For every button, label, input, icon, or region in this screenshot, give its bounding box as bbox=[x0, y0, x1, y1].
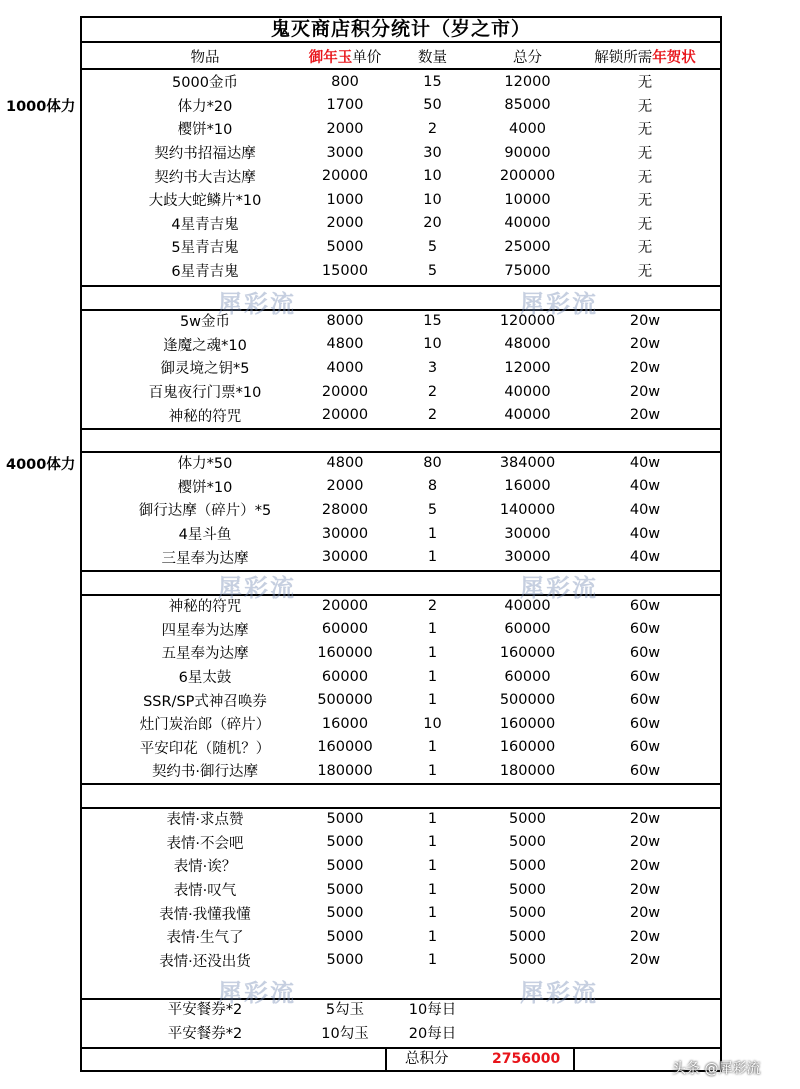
item-unlock: 无 bbox=[637, 75, 653, 92]
item-name: 平安餐券*2 bbox=[167, 1002, 243, 1019]
item-name: 表情·还没出货 bbox=[159, 953, 251, 970]
item-qty: 3 bbox=[427, 359, 438, 376]
item-price: 10勾玉 bbox=[321, 1025, 369, 1042]
item-qty: 2 bbox=[427, 120, 438, 137]
item-price: 4800 bbox=[326, 336, 364, 353]
item-qty: 1 bbox=[427, 881, 438, 898]
item-qty: 5 bbox=[427, 262, 438, 279]
item-unlock: 60w bbox=[629, 739, 661, 756]
side-label-1000: 1000体力 bbox=[6, 99, 76, 115]
item-total: 140000 bbox=[499, 501, 556, 518]
item-unlock: 60w bbox=[629, 597, 661, 614]
item-price: 20000 bbox=[321, 407, 369, 424]
item-name: 5星青吉鬼 bbox=[171, 240, 239, 257]
item-price: 2000 bbox=[326, 215, 364, 232]
item-qty: 1 bbox=[427, 549, 438, 566]
item-total: 12000 bbox=[504, 359, 551, 376]
item-total: 200000 bbox=[499, 168, 556, 185]
item-unlock: 40w bbox=[629, 549, 661, 566]
header-qty: 数量 bbox=[418, 50, 447, 67]
table-row bbox=[80, 688, 722, 712]
item-price: 20000 bbox=[321, 383, 369, 400]
item-price: 28000 bbox=[321, 501, 369, 518]
table-row bbox=[80, 854, 722, 878]
item-price: 1700 bbox=[326, 97, 364, 114]
item-unlock: 60w bbox=[629, 644, 661, 661]
item-qty: 50 bbox=[423, 97, 442, 114]
item-unlock: 无 bbox=[637, 146, 653, 163]
table-row bbox=[80, 736, 722, 760]
item-total: 384000 bbox=[499, 454, 556, 471]
item-name: 体力*50 bbox=[177, 456, 233, 473]
section-separator bbox=[80, 428, 722, 453]
item-price: 4000 bbox=[326, 359, 364, 376]
item-unlock: 60w bbox=[629, 692, 661, 709]
item-qty: 1 bbox=[427, 928, 438, 945]
item-name: 表情·我懂我懂 bbox=[159, 906, 251, 923]
table-row bbox=[80, 594, 722, 618]
item-total: 5000 bbox=[509, 928, 546, 945]
item-total: 60000 bbox=[504, 668, 551, 685]
item-name: 百鬼夜行门票*10 bbox=[148, 385, 262, 402]
item-price: 60000 bbox=[321, 621, 369, 638]
watermark: 犀彩流 bbox=[520, 979, 598, 1007]
item-price: 5000 bbox=[326, 905, 364, 922]
item-name: 4星青吉鬼 bbox=[171, 216, 239, 233]
item-qty: 80 bbox=[423, 454, 442, 471]
item-unlock: 60w bbox=[629, 621, 661, 638]
item-unlock: 无 bbox=[637, 122, 653, 139]
item-name: 表情·求点赞 bbox=[166, 812, 244, 829]
item-unlock: 无 bbox=[637, 193, 653, 210]
item-name: 四星奉为达摩 bbox=[161, 622, 249, 639]
item-unlock: 40w bbox=[629, 478, 661, 495]
item-name: 表情·不会吧 bbox=[166, 835, 244, 852]
item-unlock: 20w bbox=[629, 857, 661, 874]
item-price: 5000 bbox=[326, 857, 364, 874]
table-row bbox=[80, 831, 722, 855]
table-row bbox=[80, 925, 722, 949]
total-label: 总积分 bbox=[405, 1051, 449, 1067]
item-total: 160000 bbox=[499, 739, 556, 756]
item-price: 16000 bbox=[321, 715, 369, 732]
item-qty: 5 bbox=[427, 238, 438, 255]
table-row bbox=[80, 997, 722, 1021]
item-name: 6星太鼓 bbox=[178, 670, 232, 687]
item-total: 40000 bbox=[504, 407, 551, 424]
table-row bbox=[80, 188, 722, 212]
section-separator bbox=[80, 285, 722, 311]
item-total: 5000 bbox=[509, 905, 546, 922]
item-name: 樱饼*10 bbox=[177, 122, 233, 139]
item-total: 10000 bbox=[504, 191, 551, 208]
item-unlock: 20w bbox=[629, 383, 661, 400]
table-row bbox=[80, 901, 722, 925]
table-row bbox=[80, 618, 722, 642]
item-price: 5000 bbox=[326, 810, 364, 827]
header-unlock bbox=[580, 45, 710, 69]
item-price: 2000 bbox=[326, 478, 364, 495]
item-name: 体力*20 bbox=[177, 98, 233, 115]
item-total: 90000 bbox=[504, 144, 551, 161]
item-total: 500000 bbox=[499, 692, 556, 709]
watermark: 犀彩流 bbox=[218, 574, 296, 602]
watermark: 犀彩流 bbox=[218, 979, 296, 1007]
item-price: 800 bbox=[331, 73, 359, 90]
table-row bbox=[80, 94, 722, 118]
item-price: 20000 bbox=[321, 168, 369, 185]
item-name: 表情·生气了 bbox=[166, 930, 244, 947]
table-row bbox=[80, 309, 722, 333]
item-total: 180000 bbox=[499, 762, 556, 779]
header-total: 总分 bbox=[513, 50, 542, 67]
item-unlock: 无 bbox=[637, 216, 653, 233]
item-name: 御灵境之钥*5 bbox=[160, 361, 250, 378]
item-unlock: 20w bbox=[629, 952, 661, 969]
item-qty: 15 bbox=[423, 312, 442, 329]
header-price-currency: 御年玉 bbox=[308, 50, 353, 67]
item-qty: 2 bbox=[427, 383, 438, 400]
item-price: 180000 bbox=[317, 762, 373, 779]
item-name: 5000金币 bbox=[172, 75, 238, 92]
item-qty: 20每日 bbox=[408, 1025, 457, 1042]
table-row bbox=[80, 117, 722, 141]
item-total: 25000 bbox=[504, 238, 551, 255]
item-qty: 15 bbox=[423, 73, 442, 90]
table-row bbox=[80, 759, 722, 783]
item-price: 160000 bbox=[317, 644, 373, 661]
item-name: 4星斗鱼 bbox=[178, 527, 232, 544]
item-total: 40000 bbox=[504, 597, 551, 614]
item-qty: 1 bbox=[427, 834, 438, 851]
item-unlock: 20w bbox=[629, 336, 661, 353]
watermark: 犀彩流 bbox=[520, 574, 598, 602]
item-qty: 10 bbox=[423, 191, 442, 208]
page-title: 鬼灭商店积分统计（岁之市） bbox=[80, 16, 722, 43]
item-name: 表情·叹气 bbox=[173, 883, 237, 900]
table-row bbox=[80, 878, 722, 902]
item-qty: 1 bbox=[427, 952, 438, 969]
item-unlock: 20w bbox=[629, 407, 661, 424]
table-row bbox=[80, 141, 722, 165]
item-total: 12000 bbox=[504, 73, 551, 90]
item-total: 16000 bbox=[504, 478, 551, 495]
item-name: 逢魔之魂*10 bbox=[163, 337, 247, 354]
item-total: 5000 bbox=[509, 881, 546, 898]
item-price: 15000 bbox=[321, 262, 369, 279]
section-separator bbox=[80, 783, 722, 809]
item-name: 樱饼*10 bbox=[177, 479, 233, 496]
item-unlock: 40w bbox=[629, 454, 661, 471]
item-qty: 1 bbox=[427, 857, 438, 874]
section-separator bbox=[80, 570, 722, 596]
item-total: 85000 bbox=[504, 97, 551, 114]
item-total: 48000 bbox=[504, 336, 551, 353]
item-qty: 1 bbox=[427, 905, 438, 922]
item-price: 5勾玉 bbox=[325, 1002, 365, 1019]
item-name: 御行达摩（碎片）*5 bbox=[138, 503, 272, 520]
item-total: 40000 bbox=[504, 383, 551, 400]
item-name: 5w金币 bbox=[179, 314, 231, 331]
table-row bbox=[80, 475, 722, 499]
table-row bbox=[80, 498, 722, 522]
item-total: 160000 bbox=[499, 644, 556, 661]
table-row bbox=[80, 949, 722, 973]
table-row bbox=[80, 333, 722, 357]
item-name: 三星奉为达摩 bbox=[161, 550, 249, 567]
item-qty: 1 bbox=[427, 668, 438, 685]
item-total: 4000 bbox=[509, 120, 546, 137]
table-row bbox=[80, 522, 722, 546]
header-price-suffix: 单价 bbox=[352, 50, 382, 67]
item-unlock: 20w bbox=[629, 359, 661, 376]
item-total: 30000 bbox=[504, 549, 551, 566]
item-price: 5000 bbox=[326, 928, 364, 945]
item-name: 灶门炭治郎（碎片） bbox=[139, 717, 271, 734]
table-row bbox=[80, 545, 722, 569]
item-price: 4800 bbox=[326, 454, 364, 471]
item-price: 160000 bbox=[317, 739, 373, 756]
item-unlock: 无 bbox=[637, 169, 653, 186]
item-qty: 1 bbox=[427, 621, 438, 638]
item-qty: 10 bbox=[423, 168, 442, 185]
item-total: 5000 bbox=[509, 810, 546, 827]
header-item: 物品 bbox=[190, 50, 220, 67]
item-name: 神秘的符咒 bbox=[168, 408, 242, 425]
item-qty: 1 bbox=[427, 762, 438, 779]
item-total: 120000 bbox=[499, 312, 556, 329]
table-row bbox=[80, 712, 722, 736]
item-unlock: 20w bbox=[629, 810, 661, 827]
item-unlock: 无 bbox=[637, 240, 653, 257]
item-unlock: 40w bbox=[629, 525, 661, 542]
item-unlock: 40w bbox=[629, 501, 661, 518]
item-total: 60000 bbox=[504, 621, 551, 638]
item-price: 30000 bbox=[321, 525, 369, 542]
item-total: 160000 bbox=[499, 715, 556, 732]
item-unlock: 20w bbox=[629, 881, 661, 898]
item-name: 契约书招福达摩 bbox=[154, 146, 256, 163]
item-qty: 1 bbox=[427, 739, 438, 756]
table-row bbox=[80, 212, 722, 236]
table-row bbox=[80, 665, 722, 689]
item-total: 5000 bbox=[509, 952, 546, 969]
item-total: 5000 bbox=[509, 857, 546, 874]
item-name: SSR/SP式神召唤券 bbox=[143, 693, 267, 710]
table-row bbox=[80, 259, 722, 283]
item-name: 五星奉为达摩 bbox=[161, 646, 249, 663]
item-name: 契约书大吉达摩 bbox=[154, 169, 256, 186]
item-qty: 1 bbox=[427, 692, 438, 709]
item-price: 2000 bbox=[326, 120, 364, 137]
item-price: 5000 bbox=[326, 881, 364, 898]
item-unlock: 60w bbox=[629, 762, 661, 779]
item-qty: 20 bbox=[423, 215, 442, 232]
table-header bbox=[80, 45, 722, 69]
item-unlock: 20w bbox=[629, 905, 661, 922]
item-price: 1000 bbox=[326, 191, 364, 208]
credit-watermark: 头条 @犀彩流 bbox=[672, 1061, 761, 1077]
item-qty: 1 bbox=[427, 644, 438, 661]
item-name: 神秘的符咒 bbox=[168, 599, 242, 616]
item-qty: 1 bbox=[427, 810, 438, 827]
header-unlock-prefix: 解锁所需 bbox=[594, 50, 653, 67]
item-total: 40000 bbox=[504, 215, 551, 232]
item-price: 5000 bbox=[326, 834, 364, 851]
item-unlock: 20w bbox=[629, 834, 661, 851]
item-qty: 2 bbox=[427, 597, 438, 614]
item-price: 500000 bbox=[317, 692, 373, 709]
item-qty: 5 bbox=[427, 501, 438, 518]
item-qty: 30 bbox=[423, 144, 442, 161]
item-unlock: 60w bbox=[629, 715, 661, 732]
item-total: 75000 bbox=[504, 262, 551, 279]
table-row bbox=[80, 235, 722, 259]
section-divider bbox=[80, 998, 722, 1000]
side-label-4000: 4000体力 bbox=[6, 457, 76, 473]
table-row bbox=[80, 70, 722, 94]
watermark: 犀彩流 bbox=[218, 290, 296, 318]
item-price: 3000 bbox=[326, 144, 364, 161]
table-row bbox=[80, 807, 722, 831]
item-name: 平安餐券*2 bbox=[167, 1025, 243, 1042]
item-unlock: 20w bbox=[629, 928, 661, 945]
item-unlock: 无 bbox=[637, 264, 653, 281]
item-price: 8000 bbox=[326, 312, 364, 329]
item-qty: 10每日 bbox=[408, 1002, 457, 1019]
item-price: 5000 bbox=[326, 952, 364, 969]
table-row bbox=[80, 1021, 722, 1045]
header-unlock-item: 年贺状 bbox=[652, 50, 696, 67]
table-row bbox=[80, 356, 722, 380]
table-row bbox=[80, 451, 722, 475]
item-price: 20000 bbox=[321, 597, 369, 614]
table-row bbox=[80, 403, 722, 427]
item-name: 大歧大蛇鳞片*10 bbox=[148, 193, 262, 210]
watermark: 犀彩流 bbox=[520, 290, 598, 318]
item-unlock: 60w bbox=[629, 668, 661, 685]
item-qty: 1 bbox=[427, 525, 438, 542]
item-qty: 2 bbox=[427, 407, 438, 424]
item-price: 30000 bbox=[321, 549, 369, 566]
table-row bbox=[80, 380, 722, 404]
header-price bbox=[295, 45, 395, 69]
item-name: 平安印花（随机？） bbox=[139, 740, 271, 757]
item-unlock: 无 bbox=[637, 98, 653, 115]
item-qty: 10 bbox=[423, 715, 442, 732]
item-price: 5000 bbox=[326, 238, 364, 255]
item-price: 60000 bbox=[321, 668, 369, 685]
item-qty: 10 bbox=[423, 336, 442, 353]
item-name: 表情·诶？ bbox=[173, 859, 237, 876]
item-name: 6星青吉鬼 bbox=[171, 264, 239, 281]
table-row bbox=[80, 641, 722, 665]
item-total: 30000 bbox=[504, 525, 551, 542]
total-value: 2756000 bbox=[492, 1051, 561, 1067]
item-total: 5000 bbox=[509, 834, 546, 851]
table-row bbox=[80, 164, 722, 188]
item-unlock: 20w bbox=[629, 312, 661, 329]
item-name: 契约书·御行达摩 bbox=[151, 764, 259, 781]
item-qty: 8 bbox=[427, 478, 438, 495]
